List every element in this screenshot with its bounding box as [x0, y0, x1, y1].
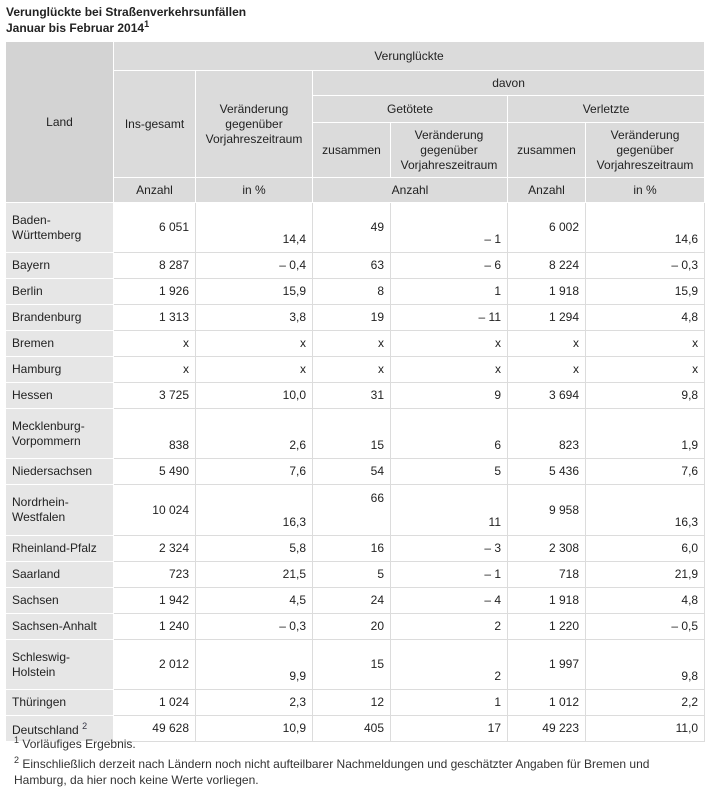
- header-verletzte-veraenderung: Veränderung gegenüber Vorjahreszeitraum: [586, 123, 705, 178]
- land-cell: Hamburg: [6, 357, 114, 383]
- land-cell: Thüringen: [6, 690, 114, 716]
- value-cell: x: [196, 331, 313, 357]
- header-verletzte: Verletzte: [508, 96, 705, 123]
- value-cell: – 1: [391, 203, 508, 253]
- table-header: [6, 42, 705, 203]
- value-cell: 49 223: [508, 716, 586, 742]
- value-cell: x: [508, 357, 586, 383]
- land-cell: Niedersachsen: [6, 459, 114, 485]
- table-row: [6, 279, 705, 305]
- value-cell: x: [313, 357, 391, 383]
- land-cell: Sachsen-Anhalt: [6, 614, 114, 640]
- value-cell: 1 294: [508, 305, 586, 331]
- value-cell: 8 224: [508, 253, 586, 279]
- value-cell: 2 308: [508, 536, 586, 562]
- table-row: [6, 253, 705, 279]
- value-cell: 9: [391, 383, 508, 409]
- header-getoetete: Getötete: [313, 96, 508, 123]
- value-cell: 7,6: [196, 459, 313, 485]
- value-cell: 21,5: [196, 562, 313, 588]
- value-cell: 718: [508, 562, 586, 588]
- value-cell: 15: [313, 409, 391, 459]
- value-cell: 1 942: [114, 588, 196, 614]
- header-davon: davon: [313, 71, 705, 96]
- value-cell: 8 287: [114, 253, 196, 279]
- value-cell: 5 490: [114, 459, 196, 485]
- value-cell: 12: [313, 690, 391, 716]
- land-cell: Brandenburg: [6, 305, 114, 331]
- unit-prozent-veraenderung: in %: [196, 178, 313, 203]
- land-cell: Berlin: [6, 279, 114, 305]
- value-cell: 6 002: [508, 203, 586, 253]
- value-cell: 5: [391, 459, 508, 485]
- value-cell: 405: [313, 716, 391, 742]
- unit-anzahl-verletzte: Anzahl: [508, 178, 586, 203]
- value-cell: 9,8: [586, 383, 705, 409]
- value-cell: 2 012: [114, 640, 196, 690]
- footnotes: [14, 732, 704, 788]
- value-cell: – 0,4: [196, 253, 313, 279]
- land-cell: Baden-Württemberg: [6, 203, 114, 253]
- value-cell: 4,8: [586, 305, 705, 331]
- value-cell: 15,9: [586, 279, 705, 305]
- value-cell: 6 051: [114, 203, 196, 253]
- value-cell: x: [114, 331, 196, 357]
- value-cell: 3 694: [508, 383, 586, 409]
- value-cell: 14,6: [586, 203, 705, 253]
- value-cell: – 6: [391, 253, 508, 279]
- value-cell: 2,3: [196, 690, 313, 716]
- unit-prozent-verletzte: in %: [586, 178, 705, 203]
- unit-anzahl-getoetete: Anzahl: [313, 178, 508, 203]
- header-getoetete-veraenderung: Veränderung gegenüber Vorjahreszeitraum: [391, 123, 508, 178]
- value-cell: 10 024: [114, 485, 196, 536]
- value-cell: 8: [313, 279, 391, 305]
- footnote-2: $^2$ Einschließlich derzeit nach Ländern noch nicht aufteilbarer Nachmeldungen und geschätzter Angaben für Bremen und Hamburg, da hier noch keine Werte vorliegen.: [14, 755, 650, 787]
- value-cell: – 0,3: [196, 614, 313, 640]
- table-title: [6, 4, 246, 36]
- land-cell: Rheinland-Pfalz: [6, 536, 114, 562]
- value-cell: 1 012: [508, 690, 586, 716]
- value-cell: 16: [313, 536, 391, 562]
- value-cell: 49: [313, 203, 391, 253]
- value-cell: 9,8: [586, 640, 705, 690]
- value-cell: x: [196, 357, 313, 383]
- value-cell: – 0,5: [586, 614, 705, 640]
- value-cell: 10,0: [196, 383, 313, 409]
- value-cell: 2,2: [586, 690, 705, 716]
- value-cell: 66: [313, 485, 391, 536]
- value-cell: 10,9: [196, 716, 313, 742]
- table-row: [6, 485, 705, 536]
- value-cell: 31: [313, 383, 391, 409]
- value-cell: – 0,3: [586, 253, 705, 279]
- value-cell: 1 918: [508, 588, 586, 614]
- value-cell: – 3: [391, 536, 508, 562]
- value-cell: x: [391, 357, 508, 383]
- land-cell: Nordrhein-Westfalen: [6, 485, 114, 536]
- title-line-1: Verunglückte bei Straßenverkehrsunfällen: [6, 5, 247, 19]
- value-cell: 14,4: [196, 203, 313, 253]
- table-row: [6, 690, 705, 716]
- land-cell: Hessen: [6, 383, 114, 409]
- value-cell: 24: [313, 588, 391, 614]
- table-row: [6, 640, 705, 690]
- land-cell: Schleswig-Holstein: [6, 640, 114, 690]
- table-row: [6, 562, 705, 588]
- value-cell: 823: [508, 409, 586, 459]
- value-cell: 5 436: [508, 459, 586, 485]
- land-cell: Bremen: [6, 331, 114, 357]
- value-cell: 2 324: [114, 536, 196, 562]
- header-verunglueckte: Verunglückte: [114, 42, 705, 71]
- header-veraenderung: Veränderung gegenüber Vorjahreszeitraum: [196, 71, 313, 178]
- value-cell: 49 628: [114, 716, 196, 742]
- value-cell: x: [586, 331, 705, 357]
- value-cell: 15: [313, 640, 391, 690]
- value-cell: 6,0: [586, 536, 705, 562]
- table-row: [6, 383, 705, 409]
- value-cell: 1 926: [114, 279, 196, 305]
- value-cell: x: [391, 331, 508, 357]
- land-cell: Sachsen: [6, 588, 114, 614]
- value-cell: 5: [313, 562, 391, 588]
- value-cell: – 4: [391, 588, 508, 614]
- header-insgesamt: Ins-gesamt: [114, 71, 196, 178]
- table-row: [6, 459, 705, 485]
- value-cell: 1 997: [508, 640, 586, 690]
- header-verletzte-zusammen: zusammen: [508, 123, 586, 178]
- value-cell: 1: [391, 279, 508, 305]
- land-cell-total: Deutschland $^2$: [6, 716, 114, 742]
- table-row: [6, 614, 705, 640]
- value-cell: 3,8: [196, 305, 313, 331]
- value-cell: 3 725: [114, 383, 196, 409]
- value-cell: x: [313, 331, 391, 357]
- value-cell: 1 313: [114, 305, 196, 331]
- table-row: [6, 409, 705, 459]
- casualties-table: [5, 41, 705, 742]
- value-cell: 4,5: [196, 588, 313, 614]
- title-line-2: Januar bis Februar 2014$^1$: [6, 19, 150, 35]
- value-cell: 11: [391, 485, 508, 536]
- value-cell: – 1: [391, 562, 508, 588]
- value-cell: 19: [313, 305, 391, 331]
- value-cell: 2,6: [196, 409, 313, 459]
- value-cell: 9,9: [196, 640, 313, 690]
- value-cell: 16,3: [586, 485, 705, 536]
- value-cell: 20: [313, 614, 391, 640]
- total-footnote-mark: 2: [82, 721, 88, 731]
- value-cell: 838: [114, 409, 196, 459]
- value-cell: 6: [391, 409, 508, 459]
- value-cell: 1: [391, 690, 508, 716]
- unit-anzahl-insgesamt: Anzahl: [114, 178, 196, 203]
- header-land: Land: [6, 42, 114, 203]
- value-cell: 2: [391, 614, 508, 640]
- value-cell: x: [586, 357, 705, 383]
- table-row: [6, 305, 705, 331]
- value-cell: 15,9: [196, 279, 313, 305]
- value-cell: 54: [313, 459, 391, 485]
- table-row: [6, 357, 705, 383]
- land-cell: Saarland: [6, 562, 114, 588]
- value-cell: 11,0: [586, 716, 705, 742]
- value-cell: 4,8: [586, 588, 705, 614]
- value-cell: x: [114, 357, 196, 383]
- value-cell: 7,6: [586, 459, 705, 485]
- value-cell: 1 918: [508, 279, 586, 305]
- value-cell: 21,9: [586, 562, 705, 588]
- table-row: [6, 331, 705, 357]
- table-body: [6, 203, 705, 742]
- value-cell: 1 240: [114, 614, 196, 640]
- value-cell: 2: [391, 640, 508, 690]
- footnote-1: $^1$ Vorläufiges Ergebnis.: [14, 735, 136, 751]
- value-cell: 17: [391, 716, 508, 742]
- value-cell: 1 024: [114, 690, 196, 716]
- table-row: [6, 203, 705, 253]
- header-getoetete-zusammen: zusammen: [313, 123, 391, 178]
- title-footnote-mark: 1: [144, 19, 150, 29]
- value-cell: 16,3: [196, 485, 313, 536]
- value-cell: 723: [114, 562, 196, 588]
- value-cell: 1 220: [508, 614, 586, 640]
- value-cell: – 11: [391, 305, 508, 331]
- value-cell: 9 958: [508, 485, 586, 536]
- value-cell: 63: [313, 253, 391, 279]
- land-cell: Mecklenburg-Vorpommern: [6, 409, 114, 459]
- land-cell: Bayern: [6, 253, 114, 279]
- table-row: [6, 588, 705, 614]
- table-row: [6, 536, 705, 562]
- value-cell: x: [508, 331, 586, 357]
- value-cell: 1,9: [586, 409, 705, 459]
- value-cell: 5,8: [196, 536, 313, 562]
